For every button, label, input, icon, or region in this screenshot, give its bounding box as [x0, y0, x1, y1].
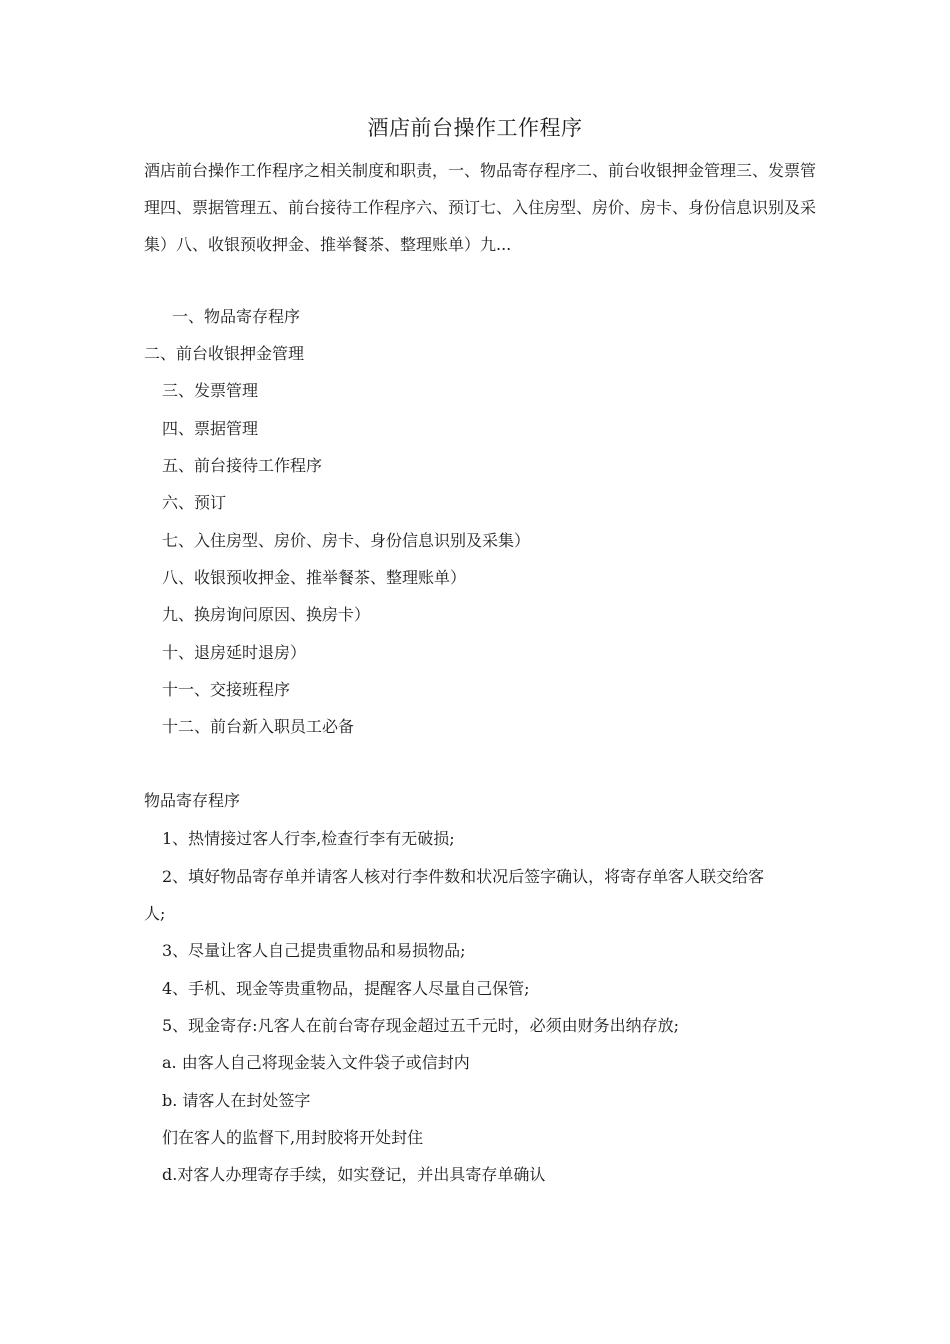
step-item: 1、热情接过客人行李,检查行李有无破损; — [162, 829, 455, 848]
sub-step-item: b. 请客人在封处签字 — [162, 1091, 311, 1110]
toc-item: 十二、前台新入职员工必备 — [162, 717, 355, 736]
step-item: 3、尽量让客人自己提贵重物品和易损物品; — [162, 941, 466, 960]
sub-step-item: 们在客人的监督下,用封胶将开处封住 — [162, 1128, 424, 1147]
toc-item: 十一、交接班程序 — [162, 680, 291, 699]
toc-item: 六、预订 — [162, 493, 227, 512]
sub-step-item: a. 由客人自己将现金装入文件袋子或信封内 — [162, 1053, 470, 1072]
toc-item: 七、入住房型、房价、房卡、身份信息识别及采集） — [162, 531, 531, 550]
step-item: 4、手机、现金等贵重物品，提醒客人尽量自己保管; — [162, 979, 530, 998]
intro-paragraph: 酒店前台操作工作程序之相关制度和职责，一、物品寄存程序二、前台收银押金管理三、发票管理四、票据管理五、前台接待工作程序六、预订七、入住房型、房价、房卡、身份信息识别及采集）八、收银预收押金、推举餐茶、整理账单）九... — [144, 161, 817, 254]
toc-item: 十、退房延时退房） — [162, 643, 307, 662]
toc-item: 三、发票管理 — [162, 381, 259, 400]
toc-item: 四、票据管理 — [162, 419, 259, 438]
toc-item: 一、物品寄存程序 — [172, 307, 301, 326]
document-title: 酒店前台操作工作程序 — [367, 116, 583, 140]
toc-item: 二、前台收银押金管理 — [144, 344, 305, 363]
step-item: 2、填好物品寄存单并请客人核对行李件数和状况后签字确认，将寄存单客人联交给客 — [162, 867, 765, 886]
toc-item: 九、换房询问原因、换房卡） — [162, 605, 371, 624]
toc-item: 八、收银预收押金、推举餐茶、整理账单） — [162, 568, 467, 587]
step-item: 5、现金寄存:凡客人在前台寄存现金超过五千元时，必须由财务出纳存放; — [162, 1016, 679, 1035]
step-item-continuation: 人; — [144, 904, 166, 923]
toc-item: 五、前台接待工作程序 — [162, 456, 323, 475]
sub-step-item: d.对客人办理寄存手续，如实登记，并出具寄存单确认 — [162, 1165, 546, 1184]
section-heading: 物品寄存程序 — [144, 791, 241, 810]
